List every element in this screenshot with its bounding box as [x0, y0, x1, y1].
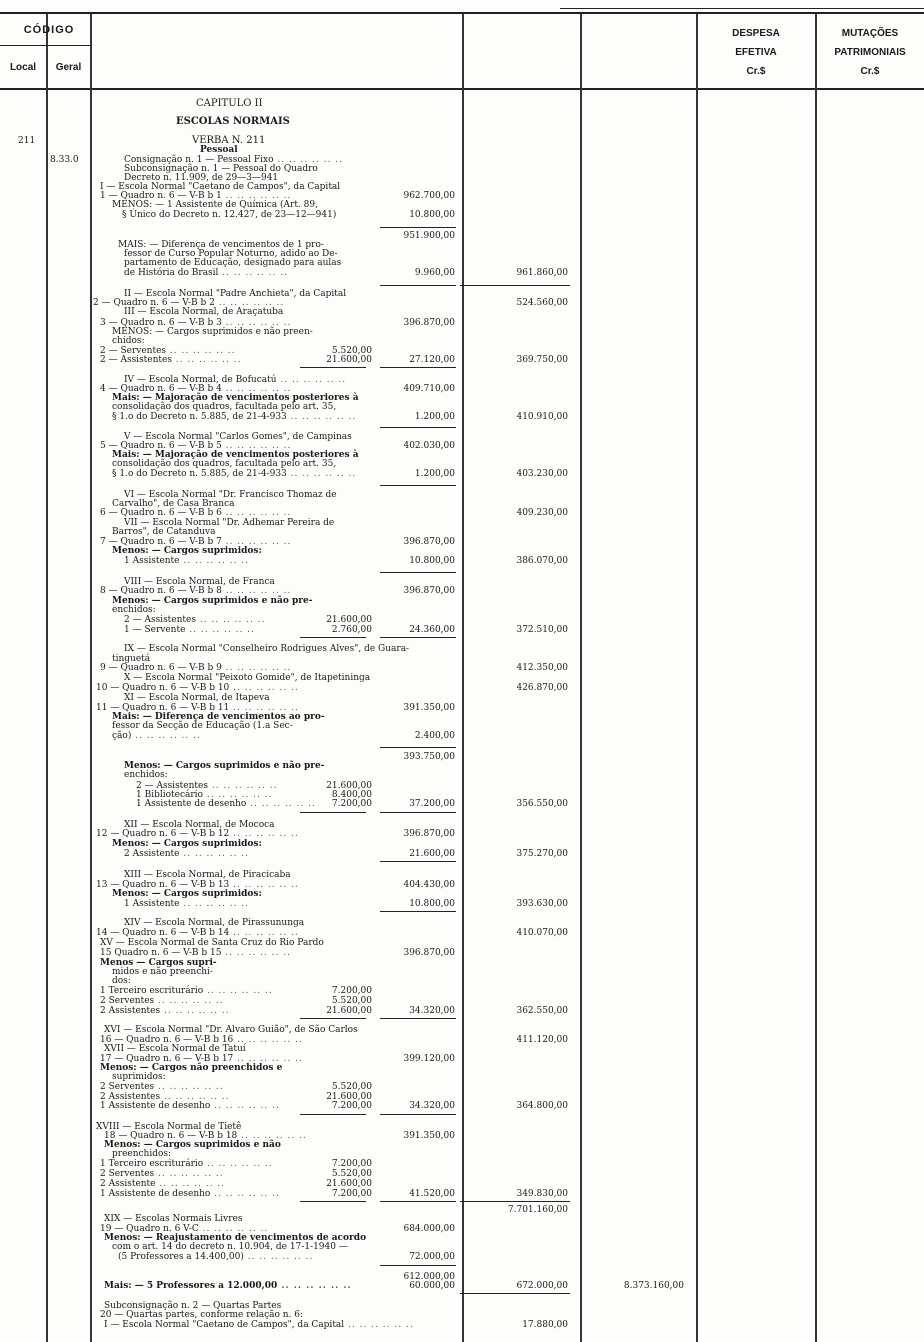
amount: 396.870,00: [403, 586, 455, 596]
line-text: MAIS: — Diferença de vencimentos de 1 pro-: [118, 240, 324, 250]
line-text: XII — Escola Normal, de Mococa: [124, 820, 275, 830]
amount: 24.360,00: [409, 625, 455, 635]
line-text: Barros", de Catanduva: [112, 527, 216, 537]
subtotal-amount: 356.550,00: [516, 799, 568, 809]
line-text: 1 Assistente .. .. .. .. .. ..: [124, 899, 250, 909]
subtotal-amount: 393.630,00: [516, 899, 568, 909]
line-text: 2 — Quadro n. 6 — V-B b 2 .. .. .. .. .. ..: [93, 298, 285, 308]
leader-dots: .. .. .. .. .. ..: [277, 1281, 352, 1291]
line-text: de História do Brasil .. .. .. .. .. ..: [124, 268, 288, 278]
leader-dots: .. .. .. .. .. ..: [286, 412, 357, 422]
line-text: Mais: — Majoração de vencimentos posteriores à: [112, 450, 359, 460]
leader-dots: .. .. .. .. .. ..: [246, 799, 316, 809]
line-text: 2 Assistente .. .. .. .. .. ..: [100, 1179, 226, 1189]
subtotal-amount: 364.800,00: [516, 1101, 568, 1111]
subtotal-amount: 362.550,00: [516, 1006, 568, 1016]
line-text: Menos: — Reajustamento de vencimentos de acordo: [104, 1233, 367, 1243]
line-text: tinguetá: [112, 654, 151, 664]
leader-dots: .. .. .. .. .. ..: [229, 928, 299, 938]
line-text: Subconsignação n. 2 — Quartas Partes: [104, 1301, 282, 1311]
sum-rule: [380, 911, 456, 912]
header-mutacoes-1: MUTAÇÕES: [841, 28, 899, 39]
amount: 391.350,00: [403, 1131, 455, 1141]
sum-rule: [380, 1201, 456, 1202]
leader-dots: .. .. .. .. .. ..: [154, 1169, 224, 1179]
line-text: 10 — Quadro n. 6 — V-B b 10 .. .. .. .. .. ..: [96, 683, 299, 693]
subtotal-amount: 369.750,00: [516, 355, 568, 365]
geral-code: 8.33.0: [50, 155, 79, 165]
line-text: VIII — Escola Normal, de Franca: [124, 577, 275, 587]
amount: 612.000,00: [403, 1272, 455, 1282]
line-text: 1 Bibliotecário .. .. .. .. .. ..: [136, 790, 273, 800]
line-text: I — Escola Normal "Caetano de Campos", da Capital: [100, 182, 341, 192]
line-text: 12 — Quadro n. 6 — V-B b 12 .. .. .. .. .. ..: [96, 829, 299, 839]
line-text: 14 — Quadro n. 6 — V-B b 14 .. .. .. .. .. ..: [96, 928, 299, 938]
line-text: 20 — Quartas partes, conforme relação n. 6:: [100, 1310, 304, 1320]
leader-dots: .. .. .. .. .. ..: [229, 703, 299, 713]
line-text: 1 Assistente de desenho .. .. .. .. .. ..: [100, 1101, 280, 1111]
sub-amount: 21.600,00: [326, 355, 372, 365]
sum-rule: [300, 812, 366, 813]
amount: 27.120,00: [409, 355, 455, 365]
amount: 34.320,00: [409, 1006, 455, 1016]
line-text: enchidos:: [112, 605, 156, 615]
line-text: Menos: — Cargos suprimidos e não pre-: [112, 596, 313, 606]
line-text: XVIII — Escola Normal de Tietê: [96, 1122, 242, 1132]
sum-rule: [300, 637, 366, 638]
line-text: Carvalho", de Casa Branca: [112, 499, 235, 509]
sub-amount: 7.200,00: [331, 1159, 372, 1169]
line-text: I — Escola Normal "Caetano de Campos", da Capital .. .. .. .. .. ..: [104, 1320, 414, 1330]
line-text: 3 — Quadro n. 6 — V-B b 3 .. .. .. .. .. ..: [100, 318, 292, 328]
line-text: 18 — Quadro n. 6 — V-B b 18 .. .. .. .. .. ..: [104, 1131, 307, 1141]
leader-dots: .. .. .. .. .. ..: [273, 155, 344, 165]
line-text: ção) .. .. .. .. .. ..: [112, 731, 201, 741]
leader-dots: .. .. .. .. .. ..: [179, 849, 250, 859]
header-despesa-2: EFETIVA: [735, 47, 777, 58]
line-text: 15 Quadro n. 6 — V-B b 15 .. .. .. .. .. ..: [100, 948, 291, 958]
leader-dots: .. .. .. .. .. ..: [233, 1054, 303, 1064]
line-text: X — Escola Normal "Peixoto Gomide", de Itapetininga: [124, 673, 371, 683]
sub-amount: 7.200,00: [331, 1101, 372, 1111]
line-text: 6 — Quadro n. 6 — V-B b 6 .. .. .. .. .. ..: [100, 508, 292, 518]
sub-amount: 21.600,00: [326, 1179, 372, 1189]
header-local: Local: [9, 62, 37, 73]
line-text: III — Escola Normal, de Araçatuba: [124, 307, 284, 317]
leader-dots: .. .. .. .. .. ..: [198, 1224, 269, 1234]
leader-dots: .. .. .. .. .. ..: [243, 1252, 314, 1262]
line-text: 4 — Quadro n. 6 — V-B b 4 .. .. .. .. .. ..: [100, 384, 292, 394]
leader-dots: .. .. .. .. .. ..: [154, 1082, 224, 1092]
line-text: XIX — Escolas Normais Livres: [104, 1214, 243, 1224]
header-despesa-3: Cr.$: [746, 66, 766, 77]
line-text: midos e não preenchi-: [112, 967, 213, 977]
line-text: Pessoal: [200, 145, 238, 155]
line-text: § 1.o do Decreto n. 5.885, de 21-4-933 .. .. .. .. .. ..: [112, 469, 357, 479]
amount: 409.710,00: [403, 384, 455, 394]
line-text: chidos:: [112, 336, 145, 346]
leader-dots: .. .. .. .. .. ..: [155, 1179, 226, 1189]
line-text: Menos: — Cargos suprimidos e não: [104, 1140, 281, 1150]
line-text: 19 — Quadro n. 6 V-C .. .. .. .. .. ..: [100, 1224, 269, 1234]
leader-dots: .. .. .. .. .. ..: [221, 384, 292, 394]
leader-dots: .. .. .. .. .. ..: [171, 355, 242, 365]
line-text: consolidação dos quadros, facultada pelo art. 35,: [112, 459, 337, 469]
leader-dots: .. .. .. .. .. ..: [344, 1320, 414, 1330]
amount: 41.520,00: [409, 1189, 455, 1199]
local-code: 211: [18, 136, 36, 146]
header-geral: Geral: [55, 62, 82, 73]
leader-dots: .. .. .. .. .. ..: [221, 508, 292, 518]
line-text: 7 — Quadro n. 6 — V-B b 7 .. .. .. .. .. ..: [100, 537, 292, 547]
leader-dots: .. .. .. .. .. ..: [286, 469, 357, 479]
amount: 962.700,00: [403, 191, 455, 201]
leader-dots: .. .. .. .. .. ..: [160, 1092, 230, 1102]
leader-dots: .. .. .. .. .. ..: [195, 615, 266, 625]
leader-dots: .. .. .. .. .. ..: [221, 318, 292, 328]
line-text: fessor de Curso Popular Noturno, adido ao De-: [124, 249, 338, 259]
line-text: 1 Terceiro escriturário .. .. .. .. .. ..: [100, 1159, 273, 1169]
sum-rule: [380, 1265, 456, 1266]
sub-amount: 5.520,00: [331, 346, 372, 356]
line-text: 13 — Quadro n. 6 — V-B b 13 .. .. .. .. .. ..: [96, 880, 299, 890]
leader-dots: .. .. .. .. .. ..: [221, 191, 292, 201]
sum-rule: [380, 1114, 456, 1115]
line-text: MENOS: — 1 Assistente de Química (Art. 89,: [112, 200, 318, 210]
leader-dots: .. .. .. .. .. ..: [221, 948, 291, 958]
line-text: XV — Escola Normal de Santa Cruz do Rio Pardo: [100, 938, 324, 948]
line-text: (5 Professores a 14.400,00) .. .. .. .. .. ..: [118, 1252, 314, 1262]
line-text: Menos: — Cargos suprimidos e não pre-: [124, 761, 325, 771]
sum-rule: [460, 285, 570, 286]
leader-dots: .. .. .. .. .. ..: [221, 586, 292, 596]
sub-amount: 21.600,00: [326, 1006, 372, 1016]
leader-dots: .. .. .. .. .. ..: [179, 899, 250, 909]
subtotal-amount: 410.070,00: [516, 928, 568, 938]
sum-rule: [380, 747, 456, 748]
despesa-amount: 8.373.160,00: [623, 1281, 684, 1291]
amount: 60.000,00: [409, 1281, 455, 1291]
line-text: CAPITULO II: [196, 98, 263, 109]
line-text: Decreto n. 11.909, de 29—3—941: [124, 173, 279, 183]
line-text: 2 Assistente .. .. .. .. .. ..: [124, 849, 250, 859]
line-text: VI — Escola Normal "Dr. Francisco Thomaz de: [124, 490, 337, 500]
subtotal-amount: 372.510,00: [516, 625, 568, 635]
leader-dots: .. .. .. .. .. ..: [276, 375, 347, 385]
line-text: IX — Escola Normal "Conselheiro Rodrigues Alves", de Guara-: [124, 644, 410, 654]
subtotal-amount: 386.070,00: [516, 556, 568, 566]
sub-amount: 21.600,00: [326, 615, 372, 625]
line-text: 1 Assistente de desenho .. .. .. .. .. ..: [136, 799, 316, 809]
leader-dots: .. .. .. .. .. ..: [207, 781, 278, 791]
sum-rule: [460, 1293, 570, 1294]
leader-dots: .. .. .. .. .. ..: [229, 829, 299, 839]
line-text: dos:: [112, 976, 131, 986]
subtotal-amount: 961.860,00: [516, 268, 568, 278]
amount: 396.870,00: [403, 948, 455, 958]
leader-dots: .. .. .. .. .. ..: [221, 441, 292, 451]
line-text: preenchidos:: [112, 1149, 172, 1159]
line-text: V — Escola Normal "Carlos Gomes", de Campinas: [124, 432, 352, 442]
line-text: 2 — Serventes .. .. .. .. .. ..: [100, 346, 236, 356]
amount: 10.800,00: [409, 210, 455, 220]
leader-dots: .. .. .. .. .. ..: [154, 996, 224, 1006]
line-text: Menos: — Cargos suprimidos:: [112, 839, 262, 849]
line-text: 11 — Quadro n. 6 — V-B b 11 .. .. .. .. .. ..: [96, 703, 299, 713]
line-text: 1 Assistente .. .. .. .. .. ..: [124, 556, 250, 566]
subtotal-amount: 524.560,00: [516, 298, 568, 308]
sum-rule: [380, 812, 456, 813]
sum-rule: [300, 1201, 366, 1202]
header-mutacoes-3: Cr.$: [860, 66, 880, 77]
leader-dots: .. .. .. .. .. ..: [214, 298, 285, 308]
sub-amount: 7.200,00: [331, 799, 372, 809]
sub-amount: 5.520,00: [331, 1082, 372, 1092]
leader-dots: .. .. .. .. .. ..: [221, 663, 292, 673]
sum-rule: [380, 861, 456, 862]
leader-dots: .. .. .. .. .. ..: [221, 537, 292, 547]
line-text: Mais: — Majoração de vencimentos posteriores à: [112, 393, 359, 403]
line-text: 2 Serventes .. .. .. .. .. ..: [100, 1082, 224, 1092]
line-text: XI — Escola Normal, de Itapeva: [124, 693, 270, 703]
amount: 393.750,00: [403, 752, 455, 762]
amount: 10.800,00: [409, 556, 455, 566]
header-codigo: CÓDIGO: [23, 24, 75, 36]
amount: 684.000,00: [403, 1224, 455, 1234]
line-text: 2 — Assistentes .. .. .. .. .. ..: [100, 355, 242, 365]
amount: 404.430,00: [403, 880, 455, 890]
sum-rule: [300, 367, 366, 368]
subtotal-amount: 672.000,00: [516, 1281, 568, 1291]
line-text: 1 Assistente de desenho .. .. .. .. .. ..: [100, 1189, 280, 1199]
line-text: § 1.o do Decreto n. 5.885, de 21-4-933 .. .. .. .. .. ..: [112, 412, 357, 422]
line-text: 1 Terceiro escriturário .. .. .. .. .. ..: [100, 986, 273, 996]
line-text: 2 — Assistentes .. .. .. .. .. ..: [124, 615, 266, 625]
sub-amount: 5.520,00: [331, 996, 372, 1006]
sum-rule: [380, 285, 456, 286]
leader-dots: .. .. .. .. .. ..: [229, 880, 299, 890]
sub-amount: 2.760,00: [331, 625, 372, 635]
line-text: ESCOLAS NORMAIS: [176, 116, 290, 127]
amount: 399.120,00: [403, 1054, 455, 1064]
leader-dots: .. .. .. .. .. ..: [185, 625, 255, 635]
header-despesa-1: DESPESA: [732, 28, 780, 39]
sum-rule: [380, 485, 456, 486]
leader-dots: .. .. .. .. .. ..: [160, 1006, 230, 1016]
sum-rule: [380, 367, 456, 368]
line-text: VERBA N. 211: [192, 135, 266, 146]
sub-amount: 21.600,00: [326, 781, 372, 791]
sub-amount: 5.520,00: [331, 1169, 372, 1179]
subtotal-amount: 426.870,00: [516, 683, 568, 693]
leader-dots: .. .. .. .. .. ..: [233, 1035, 303, 1045]
line-text: XIII — Escola Normal, de Piracicaba: [124, 870, 291, 880]
amount: 402.030,00: [403, 441, 455, 451]
line-text: 1 — Servente .. .. .. .. .. ..: [124, 625, 255, 635]
line-text: consolidação dos quadros, facultada pelo art. 35,: [112, 402, 337, 412]
line-text: Subconsignação n. 1 — Pessoal do Quadro: [124, 164, 318, 174]
amount: 396.870,00: [403, 318, 455, 328]
line-text: 9 — Quadro n. 6 — V-B b 9 .. .. .. .. .. ..: [100, 663, 292, 673]
amount: 37.200,00: [409, 799, 455, 809]
amount: 396.870,00: [403, 537, 455, 547]
header-mutacoes-2: PATRIMONIAIS: [834, 47, 906, 58]
amount: 1.200,00: [414, 469, 455, 479]
line-text: 2 Assistentes .. .. .. .. .. ..: [100, 1092, 230, 1102]
amount: 1.200,00: [414, 412, 455, 422]
sum-rule: [380, 427, 456, 428]
subtotal-amount: 7.701.160,00: [507, 1205, 568, 1215]
line-text: 2 Serventes .. .. .. .. .. ..: [100, 996, 224, 1006]
line-text: 16 — Quadro n. 6 — V-B b 16 .. .. .. .. .. ..: [100, 1035, 303, 1045]
leader-dots: .. .. .. .. .. ..: [218, 268, 288, 278]
line-text: Menos: — Cargos suprimidos:: [112, 889, 262, 899]
subtotal-amount: 410.910,00: [516, 412, 568, 422]
amount: 9.960,00: [414, 268, 455, 278]
line-text: 2 Assistentes .. .. .. .. .. ..: [100, 1006, 230, 1016]
amount: 21.600,00: [409, 849, 455, 859]
leader-dots: .. .. .. .. .. ..: [203, 986, 273, 996]
line-text: IV — Escola Normal, de Bofucatú .. .. .. .. .. ..: [124, 375, 347, 385]
line-text: Menos: — Cargos não preenchidos e: [100, 1063, 283, 1073]
leader-dots: .. .. .. .. .. ..: [179, 556, 250, 566]
line-text: 8 — Quadro n. 6 — V-B b 8 .. .. .. .. .. ..: [100, 586, 292, 596]
sum-rule: [380, 572, 456, 573]
sum-rule: [380, 637, 456, 638]
line-text: com o art. 14 do decreto n. 10.904, de 17-1-1940 —: [112, 1242, 348, 1252]
leader-dots: .. .. .. .. .. ..: [229, 683, 299, 693]
line-text: Menos: — Cargos suprimidos:: [112, 546, 262, 556]
leader-dots: .. .. .. .. .. ..: [237, 1131, 307, 1141]
amount: 391.350,00: [403, 703, 455, 713]
subtotal-amount: 375.270,00: [516, 849, 568, 859]
sum-rule: [380, 1018, 456, 1019]
amount: 34.320,00: [409, 1101, 455, 1111]
line-text: XVI — Escola Normal "Dr. Alvaro Guião", de São Carlos: [104, 1025, 358, 1035]
line-text: Menos — Cargos supri-: [100, 958, 217, 968]
leader-dots: .. .. .. .. .. ..: [210, 1101, 280, 1111]
sum-rule: [460, 1201, 570, 1202]
line-text: XVII — Escola Normal de Tatuí: [104, 1044, 246, 1054]
sum-rule: [300, 1018, 366, 1019]
leader-dots: .. .. .. .. .. ..: [210, 1189, 280, 1199]
subtotal-amount: 17.880,00: [522, 1320, 568, 1330]
line-text: 5 — Quadro n. 6 — V-B b 5 .. .. .. .. .. ..: [100, 441, 292, 451]
subtotal-amount: 409.230,00: [516, 508, 568, 518]
line-text: fessor da Secção de Educação (1.a Sec-: [112, 721, 293, 731]
line-text: VII — Escola Normal "Dr. Adhemar Pereira de: [124, 518, 335, 528]
line-text: suprimidos:: [112, 1072, 166, 1082]
amount: 10.800,00: [409, 899, 455, 909]
line-text: Mais: — Diferença de vencimentos ao pro-: [112, 712, 325, 722]
line-text: 17 — Quadro n. 6 — V-B b 17 .. .. .. .. .. ..: [100, 1054, 303, 1064]
sub-amount: 7.200,00: [331, 986, 372, 996]
line-text: Mais: — 5 Professores a 12.000,00 .. .. .. .. .. ..: [104, 1281, 352, 1291]
subtotal-amount: 412.350,00: [516, 663, 568, 673]
sum-rule: [300, 1114, 366, 1115]
sum-rule: [380, 227, 456, 228]
line-text: partamento de Educação, designado para aulas: [124, 258, 342, 268]
line-text: 2 — Assistentes .. .. .. .. .. ..: [136, 781, 278, 791]
line-text: 2 Serventes .. .. .. .. .. ..: [100, 1169, 224, 1179]
amount: 2.400,00: [414, 731, 455, 741]
line-text: § Único do Decreto n. 12.427, de 23—12—941): [122, 210, 337, 220]
line-text: MENOS: — Cargos suprimidos e não preen-: [112, 327, 313, 337]
sub-amount: 7.200,00: [331, 1189, 372, 1199]
subtotal-amount: 403.230,00: [516, 469, 568, 479]
amount: 951.900,00: [403, 231, 455, 241]
leader-dots: .. .. .. .. .. ..: [131, 731, 201, 741]
line-text: enchidos:: [124, 770, 168, 780]
amount: 72.000,00: [409, 1252, 455, 1262]
line-text: Consignação n. 1 — Pessoal Fixo .. .. .. .. .. ..: [124, 155, 344, 165]
leader-dots: .. .. .. .. .. ..: [202, 790, 273, 800]
subtotal-amount: 349.830,00: [516, 1189, 568, 1199]
subtotal-amount: 411.120,00: [516, 1035, 568, 1045]
sub-amount: 21.600,00: [326, 1092, 372, 1102]
amount: 396.870,00: [403, 829, 455, 839]
leader-dots: .. .. .. .. .. ..: [203, 1159, 273, 1169]
line-text: 1 — Quadro n. 6 — V-B b 1 .. .. .. .. .. ..: [100, 191, 292, 201]
line-text: II — Escola Normal "Padre Anchieta", da Capital: [124, 289, 347, 299]
leader-dots: .. .. .. .. .. ..: [166, 346, 236, 356]
line-text: XIV — Escola Normal, de Pirassununga: [124, 918, 305, 928]
sub-amount: 8.400,00: [331, 790, 372, 800]
